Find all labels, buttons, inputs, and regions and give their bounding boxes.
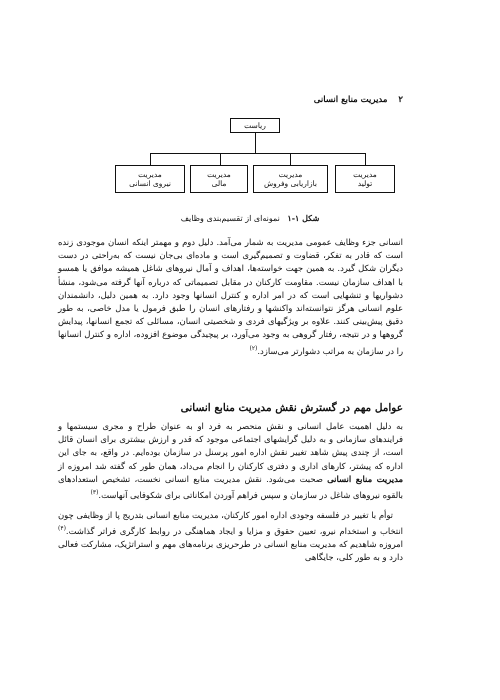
connector-line [150, 153, 365, 154]
section-heading: عوامل مهم در گسترش نقش مدیریت منابع انسانی [180, 402, 403, 414]
chart-box-line: مالی [211, 179, 227, 188]
paragraph-3-text: امروزه شاهدیم که مدیریت منابع انسانی در طرحریزی برنامه‌های مهم و استراتژیک، مشارکت فعالی دارد و به طور کلی، جایگاهی [58, 539, 403, 563]
paragraph-2 [58, 420, 403, 502]
connector-line [150, 153, 151, 165]
paragraph-1 [58, 236, 403, 358]
chart-box-line: تولید [357, 179, 373, 188]
chart-box-line: مدیریت [138, 170, 162, 179]
chart-box-top-label: ریاست [244, 121, 266, 130]
footnote-ref: (۳) [90, 489, 99, 497]
connector-line [290, 153, 291, 165]
paragraph-3-text: توأم با تغییر در فلسفه وجودی اداره امور کارکنان، مدیریت منابع انسانی بتدریج پا از وظایفی چون انتخاب و استخدام نیرو، تعیین حقوق و مزایا و ایجاد هماهنگی در روابط کارگری فراتر گذاشت. [58, 510, 403, 536]
chart-box-line: بازاریابی وفروش [264, 179, 317, 188]
running-title: مدیریت منابع انسانی [313, 95, 388, 105]
chart-box-line: نیروی انسانی [129, 179, 171, 188]
paragraph-2-text: به دلیل اهمیت عامل انسانی و نقش منحصر به فرد او به عنوان طراح و مجری سیستمها و فرایندهای سازمانی و به دلیل گرایشهای اجتماعی موجود که قدر و ارزش بیشتری برای انسان قائل است، از چندی پیش شاهد تغییر نقش اداره امور پرسنل در سازمان بوده‌ایم. در واقع، به جای این اداره که پیشتر، کارهای اداری و دفتری کارکنان را انجام می‌داد، همان طور که گفته شد امروزه از [58, 421, 403, 471]
chart-box-marketing [253, 165, 328, 193]
chart-box-hr [115, 165, 185, 193]
paragraph-1-text: انسانی جزء وظایف عمومی مدیریت به شمار می‌آمد. دلیل دوم و مهمتر اینکه انسان موجودی زنده است که قادر به تفکر، قضاوت و تصمیم‌گیری است و ماده‌ای بی‌جان نیست که به‌راحتی در دست دیگران شکل گیرد. به همین جهت خواسته‌ها، اهداف و آمال نیروهای شاغل همیشه موافق یا همسو با اهداف سازمان نیست. مقاومت کارکنان در مقابل تصمیماتی که درباره آنها گرفته می‌شود، منشأ دشواریها و تنشهایی است که در امر اداره و کنترل انسانها وجود دارد. به همین دلیل، دانشمندان علوم انسانی هرگز نتوانسته‌اند واکنشها و رفتارهای انسان را طبق فرمول یا مدل خاصی، به طور دقیق پیش‌بینی کنند. علاوه بر ویژگیهای فردی و شخصیتی انسان، مسائلی که تجمع انسانها، پیدایش گروهها و در نتیجه، رفتار گروهی به وجود می‌آورد، بر پیچیدگی موضوع افزوده، اداره و کنترل انسانها را در سازمان به مراتب دشوارتر می‌سازد. [58, 237, 403, 356]
chart-box-production [335, 165, 395, 193]
chart-box-line: مدیریت [353, 170, 377, 179]
figure-caption [140, 213, 360, 223]
chart-box-top [230, 118, 280, 133]
org-chart [60, 118, 435, 213]
page-number: ۲ [398, 95, 403, 105]
figure-caption-text: نمونه‌ای از تقسیم‌بندی وظایف [180, 214, 280, 223]
figure-label: شکل ۱-۱ [287, 213, 320, 223]
connector-line [255, 133, 256, 153]
chart-box-line: مدیریت [207, 170, 231, 179]
paragraph-3 [58, 509, 403, 565]
connector-line [220, 153, 221, 165]
paragraph-2-text: صحبت می‌شود. نقش مدیریت منابع انسانی نخست، تشخیص استعدادهای بالقوه نیروهای شاغل در سازمان و سپس فراهم آوردن امکاناتی برای شکوفایی آنهاست. [58, 473, 403, 500]
footnote-ref: (۴) [58, 525, 66, 533]
chart-box-line: مدیریت [278, 170, 303, 179]
bold-term: مدیریت منابع انسانی [327, 473, 404, 484]
footnote-ref: (۲) [249, 344, 258, 352]
connector-line [365, 153, 366, 165]
chart-box-finance [190, 165, 248, 193]
running-header [58, 95, 403, 109]
